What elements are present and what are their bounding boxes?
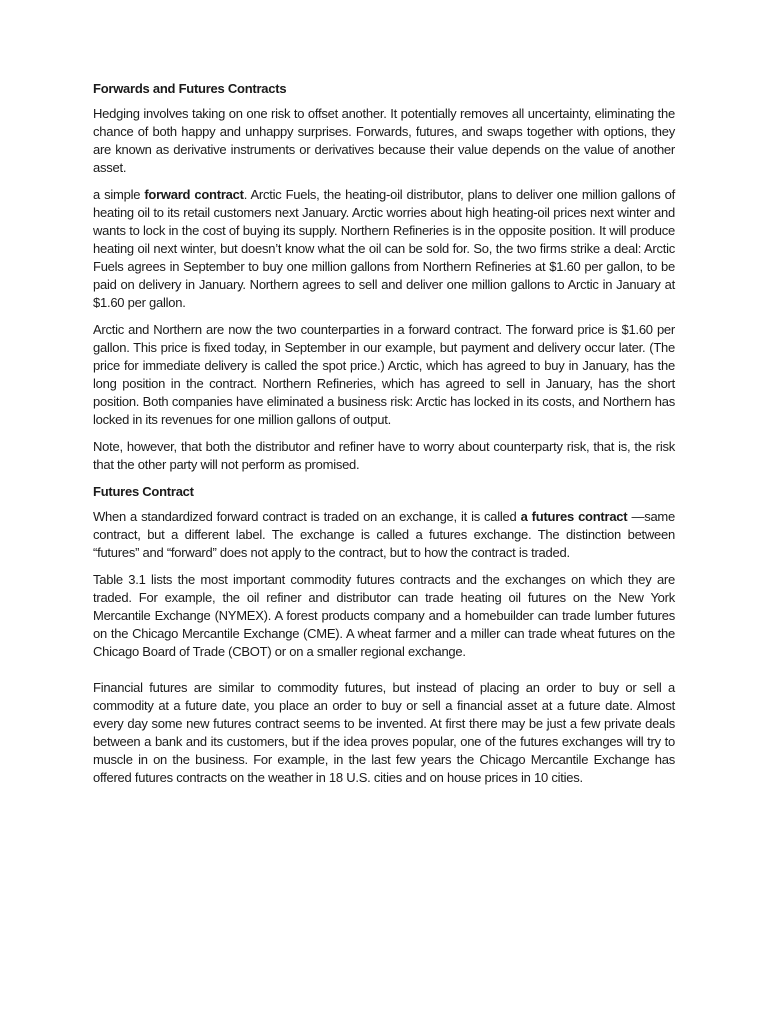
paragraph-futures-intro: When a standardized forward contract is traded on an exchange, it is called [93, 509, 521, 524]
document-title: Forwards and Futures Contracts [93, 81, 287, 96]
paragraph-counterparty-risk: Note, however, that both the distributor and refiner have to worry about counterparty risk, that is, the risk that the other party will not perform as promised. [93, 439, 675, 472]
paragraph-futures-definition [93, 508, 675, 562]
paragraph-forward-contract-body: . Arctic Fuels, the heating-oil distributor, plans to deliver one million gallons of heating oil to its retail customers next January. Arctic worries about high heating-oil prices next winter and wants to lock in the cost of buying its supply. Northern Refineries is in the opposite position. It will produce heating oil next winter, but doesn’t know what the oil can be sold for. So, the two firms strike a deal: Arctic Fuels agrees in September to buy one million gallons from Northern Refineries at $1.60 per gallon, to be paid on delivery in January. Northern agrees to sell and deliver one million gallons to Arctic in January at $1.60 per gallon. [93, 187, 675, 310]
paragraph-futures-body: —same contract, but a different label. The exchange is called a futures exchange. The distinction between “futures” and “forward” does not apply to the contract, but to how the contract is traded. [93, 509, 675, 560]
paragraph-hedging: Hedging involves taking on one risk to offset another. It potentially removes all uncertainty, eliminating the chance of both happy and unhappy surprises. Forwards, futures, and swaps together with options, they are known as derivative instruments or derivatives because their value depends on the value of another asset. [93, 106, 675, 175]
paragraph-financial-futures: Financial futures are similar to commodity futures, but instead of placing an order to buy or sell a commodity at a future date, you place an order to buy or sell a financial asset at a future date. Almost every day some new futures contract seems to be invented. At first there may be just a few private deals between a bank and its customers, but if the idea proves popular, one of the futures exchanges will try to muscle in on the business. For example, in the last few years the Chicago Mercantile Exchange has offered futures contracts on the weather in 18 U.S. cities and on house prices in 10 cities. [93, 680, 675, 785]
term-futures-contract: a futures contract [520, 509, 628, 524]
section-heading-futures: Futures Contract [93, 484, 194, 499]
paragraph-forward-contract [93, 186, 675, 312]
paragraph-commodity-futures: Table 3.1 lists the most important commodity futures contracts and the exchanges on which they are traded. For example, the oil refiner and distributor can trade heating oil futures on the New York Mercantile Exchange (NYMEX). A forest products company and a homebuilder can trade lumber futures on the Chicago Mercantile Exchange (CME). A wheat farmer and a miller can trade wheat futures on the Chicago Board of Trade (CBOT) or on a smaller regional exchange. [93, 572, 675, 659]
term-forward-contract: forward contract [144, 187, 244, 202]
paragraph-forward-contract-intro: a simple [93, 187, 145, 202]
paragraph-counterparties: Arctic and Northern are now the two counterparties in a forward contract. The forward price is $1.60 per gallon. This price is fixed today, in September in our example, but payment and delivery occur later. (The price for immediate delivery is called the spot price.) Arctic, which has agreed to buy in January, has the long position in the contract. Northern Refineries, which has agreed to sell in January, has the short position. Both companies have eliminated a business risk: Arctic has locked in its costs, and Northern has locked in its revenues for one million gallons of output. [93, 322, 675, 427]
document-page [93, 80, 675, 796]
